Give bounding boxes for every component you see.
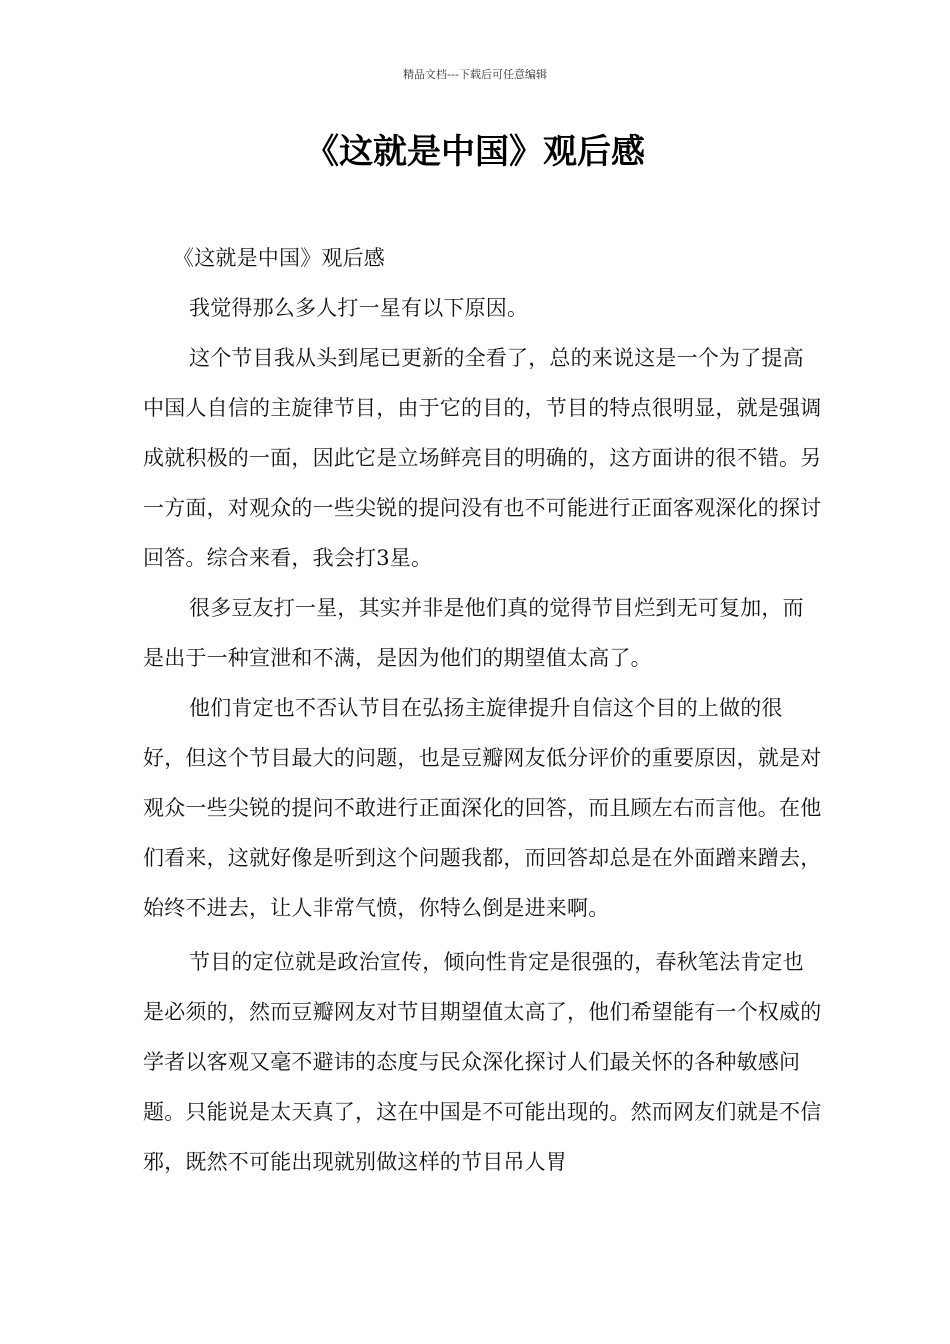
body-subtitle: 《这就是中国》观后感 xyxy=(173,246,385,270)
document-body xyxy=(143,233,823,1187)
paragraph: 这个节目我从头到尾已更新的全看了，总的来说这是一个为了提高中国人自信的主旋律节目，由于它的目的，节目的特点很明显，就是强调成就积极的一面，因此它是立场鲜亮目的明确的，这方面讲的很不错。另一方面，对观众的一些尖锐的提问没有也不可能进行正面客观深化的探讨回答。综合来看，我会打3星。 xyxy=(143,346,822,570)
document-title: 《这就是中国》观后感 xyxy=(305,132,645,172)
paragraph: 节目的定位就是政治宣传，倾向性肯定是很强的，春秋笔法肯定也是必须的，然而豆瓣网友对节目期望值太高了，他们希望能有一个权威的学者以客观又毫不避讳的态度与民众深化探讨人们最关怀的各种敏感问题。只能说是太天真了，这在中国是不可能出现的。然而网友们就是不信邪，既然不可能出现就别做这样的节目吊人胃 xyxy=(143,950,822,1174)
paragraph: 他们肯定也不否认节目在弘扬主旋律提升自信这个目的上做的很好，但这个节目最大的问题，也是豆瓣网友低分评价的重要原因，就是对观众一些尖锐的提问不敢进行正面深化的回答，而且顾左右而言他。在他们看来，这就好像是听到这个问题我都，而回答却总是在外面蹭来蹭去，始终不进去，让人非常气愤，你特么倒是进来啊。 xyxy=(143,696,822,920)
paragraph: 我觉得那么多人打一星有以下原因。 xyxy=(189,296,529,320)
header-note: 精品文档---下载后可任意编辑 xyxy=(403,68,547,81)
paragraph: 很多豆友打一星，其实并非是他们真的觉得节目烂到无可复加，而是出于一种宣泄和不满，是因为他们的期望值太高了。 xyxy=(143,596,804,670)
